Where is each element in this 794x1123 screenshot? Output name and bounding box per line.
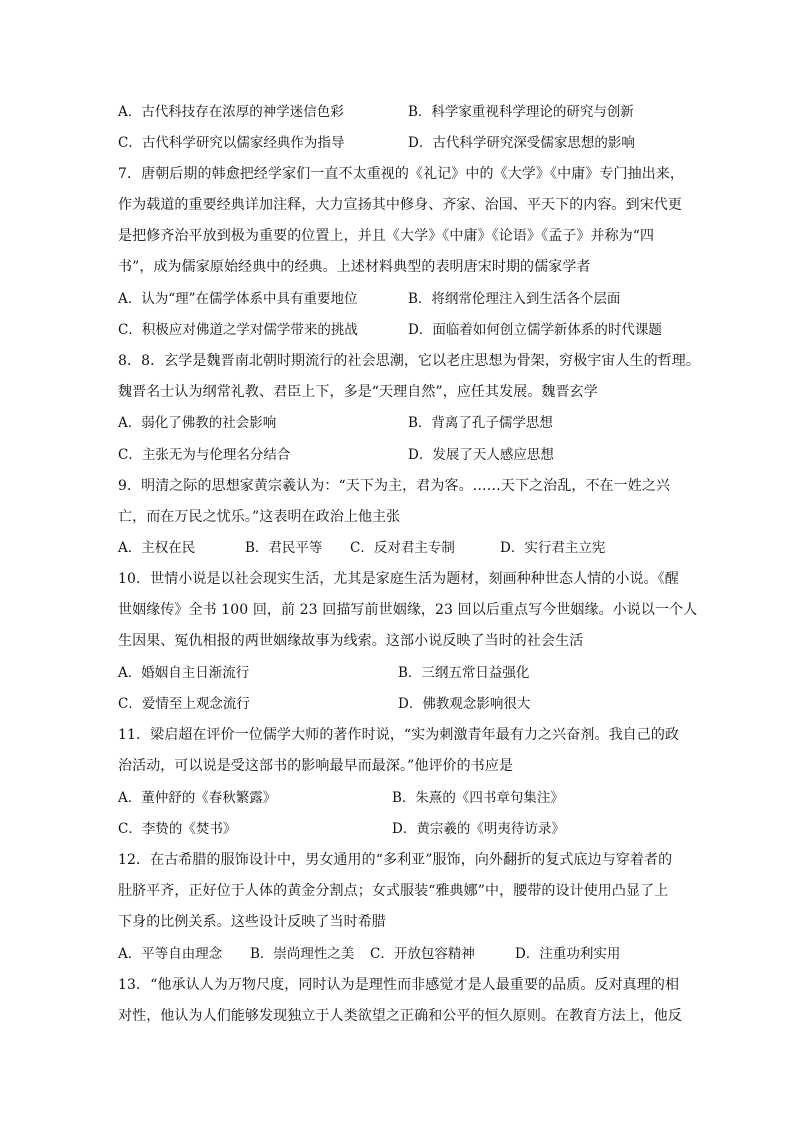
q12-stem-line-2: 肚脐平齐，正好位于人体的黄金分割点；女式服装“雅典娜”中，腰带的设计使用凸显了上 [118,883,669,899]
q8-stem-line-2: 魏晋名士认为纲常礼教、君臣上下，多是“天理自然”，应任其发展。魏晋玄学 [118,384,598,400]
q10-stem-line-1: 10．世情小说是以社会现实生活，尤其是家庭生活为题材，刻画种种世态人情的小说。《醒 [118,571,679,587]
q11-option-a: A．董仲舒的《春秋繁露》 [118,790,277,806]
q7-option-d: D．面临着如何创立儒学新体系的时代课题 [408,322,662,338]
q9-option-b: B．君民平等 [245,540,323,556]
q6-option-a: A．古代科技存在浓厚的神学迷信色彩 [118,104,344,120]
q9-stem-line-2: 亡，而在万民之忧乐。”这表明在政治上他主张 [118,509,401,525]
q7-option-b: B．将纲常伦理注入到生活各个层面 [408,291,621,307]
q12-stem-line-1: 12．在古希腊的服饰设计中，男女通用的“多利亚”服饰，向外翻折的复式底边与穿着者的 [118,852,673,868]
q6-option-b: B．科学家重视科学理论的研究与创新 [408,104,634,120]
q9-option-a: A．主权在民 [118,540,196,556]
q11-option-b: B．朱熹的《四书章句集注》 [392,790,564,806]
q7-stem-line-4: 书”，成为儒家原始经典中的经典。上述材料典型的表明唐宋时期的儒家学者 [118,259,591,275]
q8-option-d: D．发展了天人感应思想 [408,447,554,463]
q11-stem-line-1: 11．梁启超在评价一位儒学大师的著作时说，“实为刺激青年最有力之兴奋剂。我自己的政 [118,727,680,743]
q6-option-d: D．古代科学研究深受儒家思想的影响 [408,135,635,151]
q13-stem-line-1: 13．“他承认人为万物尺度，同时认为是理性而非感觉才是人最重要的品质。反对真理的相 [118,977,680,993]
q8-stem-line-1: 8．8．玄学是魏晋南北朝时期流行的社会思潮，它以老庄思想为骨架，穷极宇宙人生的哲理。 [118,353,701,369]
q7-stem-line-2: 作为载道的重要经典详加注释，大力宣扬其中修身、齐家、治国、平天下的内容。到宋代更 [118,197,682,213]
q8-option-c: C．主张无为与伦理名分结合 [118,447,291,463]
q9-option-d: D．实行君主立宪 [500,540,606,556]
q7-option-a: A．认为“理”在儒学体系中具有重要地位 [118,291,358,307]
q10-option-c: C．爱情至上观念流行 [118,696,250,712]
q7-stem-line-3: 是把修齐治平放到极为重要的位置上，并且《大学》《中庸》《论语》《孟子》并称为“四 [118,228,655,244]
q8-option-a: A．弱化了佛教的社会影响 [118,415,277,431]
q12-option-b: B．崇尚理性之美 [250,946,355,962]
q9-option-c: C．反对君主专制 [350,540,455,556]
q10-option-a: A．婚姻自主日渐流行 [118,665,250,681]
q7-option-c: C．积极应对佛道之学对儒学带来的挑战 [118,322,358,338]
q11-option-d: D．黄宗羲的《明夷待访录》 [392,821,565,837]
q13-stem-line-2: 对性，他认为人们能够发现独立于人类欲望之正确和公平的恒久原则。在教育方法上，他反 [118,1008,682,1024]
q10-stem-line-3: 生因果、冤仇相报的两世姻缘故事为线索。这部小说反映了当时的社会生活 [118,633,584,649]
q12-option-a: A．平等自由理念 [118,946,223,962]
q11-stem-line-2: 治活动，可以说是受这部书的影响最早而最深。”他评价的书应是 [118,758,514,774]
q12-option-c: C．开放包容精神 [370,946,475,962]
q11-option-c: C．李贽的《焚书》 [118,821,237,837]
q6-option-c: C．古代科学研究以儒家经典作为指导 [118,135,345,151]
q12-stem-line-3: 下身的比例关系。这些设计反映了当时希腊 [118,914,386,930]
q12-option-d: D．注重功利实用 [515,946,621,962]
q10-option-d: D．佛教观念影响很大 [398,696,531,712]
q10-stem-line-2: 世姻缘传》全书 100 回，前 23 回描写前世姻缘，23 回以后重点写今世姻缘。小说以一个人 [118,602,698,618]
q8-option-b: B．背离了孔子儒学思想 [408,415,553,431]
q10-option-b: B．三纲五常日益强化 [398,665,530,681]
q9-stem-line-1: 9．明清之际的思想家黄宗羲认为：“天下为主，君为客。……天下之治乱，不在一姓之兴 [118,478,671,494]
q7-stem-line-1: 7．唐朝后期的韩愈把经学家们一直不太重视的《礼记》中的《大学》《中庸》专门抽出来， [118,166,685,182]
